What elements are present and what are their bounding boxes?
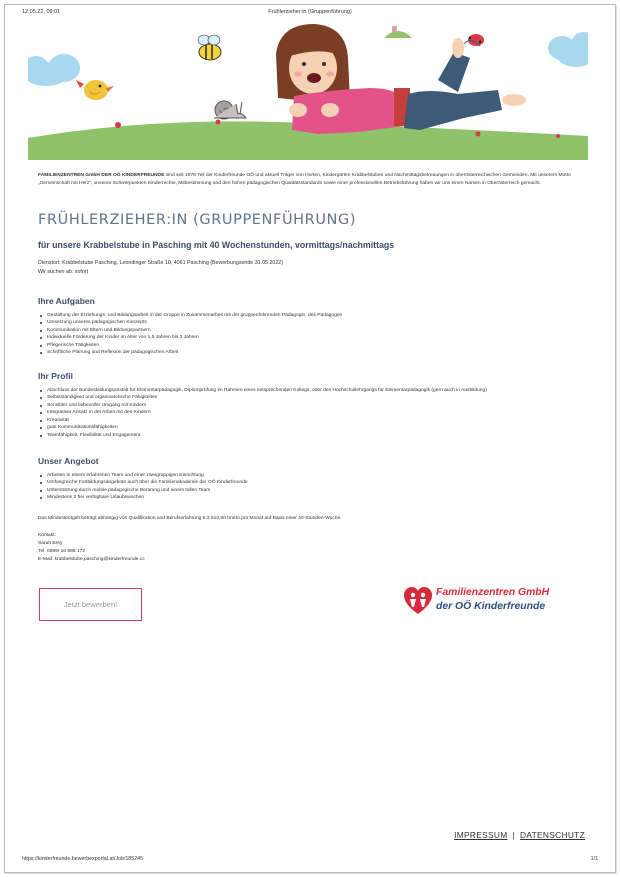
bird-icon	[76, 80, 114, 100]
girl-illustration	[276, 24, 526, 134]
section-title-tasks: Ihre Aufgaben	[38, 296, 95, 306]
profile-list	[38, 387, 487, 439]
snail-icon	[214, 101, 246, 119]
job-location: Dienstort: Krabbelstube Pasching, Leondinger Straße 10, 4061 Pasching (Bewerbungsende 31.05.2022)	[38, 260, 283, 266]
ladybug-icon	[464, 34, 484, 46]
header-illustration	[28, 18, 588, 160]
print-page-number: 1/1	[590, 856, 598, 862]
apply-button[interactable]: Jetzt bewerben!	[39, 588, 142, 621]
list-item: Schriftliche Planung und Reflexion der pädagogischen Arbeit	[38, 349, 342, 356]
list-item: Pflegerische Tätigkeiten	[38, 342, 342, 349]
print-title: Frühlerzieher:in (Gruppenführung)	[268, 9, 352, 15]
print-datetime: 12.05.22, 09:01	[22, 9, 61, 15]
job-start: Wir suchen ab: sofort	[38, 268, 89, 275]
company-logo	[403, 584, 573, 618]
logo-line2: der OÖ Kinderfreunde	[436, 601, 546, 612]
section-title-profile: Ihr Profil	[38, 371, 73, 381]
list-item: Gestaltung der Erziehungs- und Bildungsarbeit in der Gruppe in Zusammenarbeit mit der gruppenführenden Pädagogin, des Pädagogen	[38, 312, 342, 319]
footer-links	[454, 830, 585, 840]
cloud-icon-right	[548, 32, 588, 67]
datenschutz-link[interactable]: DATENSCHUTZ	[519, 830, 585, 840]
job-title: FRÜHLERZIEHER:IN (GRUPPENFÜHRUNG)	[38, 212, 357, 228]
list-item: Arbeiten in einem erfahrenen Team und einer zweigruppigen Einrichtung	[38, 472, 248, 479]
intro-text: sind seit 1978 Teil der Kinderfreunde OÖ und aktuell Träger von Horten, Kindergärten Krabbelstuben und Nachmittagsbetreuungen in oberösterreichischen Gemeinden. Mit unserem Motto „Gemeinschaft mit Herz“, unseren Schwerpunkten Kinderrechte, Mitbestimmung und den hohen pädagogischen Qualitätsstandards sowie einer professionellen Betriebsführung haben wir uns einen Namen in Oberösterreich gemacht.	[38, 173, 571, 187]
list-item: Unterstützung durch mobile pädagogische Beratung und einem tollen Team	[38, 487, 248, 494]
list-item: Kreativität	[38, 417, 487, 424]
contact-block	[38, 532, 145, 564]
bee-icon	[198, 35, 221, 60]
company-intro	[38, 172, 583, 188]
list-item: Selbstständigkeit und organisatorische Fähigkeiten	[38, 394, 487, 401]
list-item: Abschluss der Bundesbildungsanstalt für Elementarpädagogik, Diplomprüfung im Rahmen eines entsprechenden Kollegs, oder des Hochschullehrgangs für Elementarpädagogik (gern auch in Ausbildung)	[38, 387, 487, 394]
footer-separator: |	[512, 830, 515, 840]
contact-email[interactable]: E-Mail: krabbelstube.pasching@kinderfreunde.cc	[38, 556, 145, 562]
salary-info: Das Mindestentgelt beträgt abhängig von Qualifikation und Berufserfahrung € 2.510,80 brutto pro Monat auf Basis einer 40-Stunden-Woche.	[38, 516, 342, 521]
impressum-link[interactable]: IMPRESSUM	[454, 830, 508, 840]
list-item: Mindestens 2 frei verfügbare Urlaubswochen	[38, 494, 248, 501]
list-item: Kommunikation mit Eltern und Bildungspartnern	[38, 327, 342, 334]
cloud-icon-left	[28, 54, 80, 86]
list-item: Teamfähigkeit, Flexibilität und Engagement	[38, 432, 487, 439]
list-item: Umfangreiche Fortbildungsangebote auch über die Familienakademie der OÖ Kinderfreunde	[38, 479, 248, 486]
tasks-list	[38, 312, 342, 357]
list-item: Sensibler und liebevoller Umgang mit Kindern	[38, 402, 487, 409]
list-item: Individuelle Förderung der Kinder im Alter von 1,5 Jahren bis 3 Jahren	[38, 334, 342, 341]
banner-illustration	[28, 18, 588, 160]
print-url: https://kinderfreunde.bewerbexportal.at/Job/185245	[22, 856, 144, 862]
section-title-offer: Unser Angebot	[38, 456, 99, 466]
job-subtitle: für unsere Krabbelstube in Pasching mit 40 Wochenstunden, vormittags/nachmittags	[38, 240, 395, 250]
job-meta	[38, 259, 283, 276]
heart-logo-icon	[403, 586, 433, 616]
list-item: Integrativer Ansatz in der Arbeit mit den Kindern	[38, 409, 487, 416]
offer-list	[38, 472, 248, 502]
list-item: gute Kommunikationsfähigkeiten	[38, 424, 487, 431]
contact-label: Kontakt:	[38, 533, 56, 538]
logo-line1: Familienzentren GmbH	[436, 587, 550, 598]
contact-phone[interactable]: Tel: 0699/ 16 886 172	[38, 548, 86, 554]
list-item: Umsetzung unseres pädagogischen Konzepts	[38, 319, 342, 326]
company-name: FAMILIENZENTREN GmbH DER OÖ KINDERFREUNDE	[38, 173, 165, 178]
hill-icon	[384, 26, 412, 38]
contact-name: Sarah Brey	[38, 540, 63, 546]
